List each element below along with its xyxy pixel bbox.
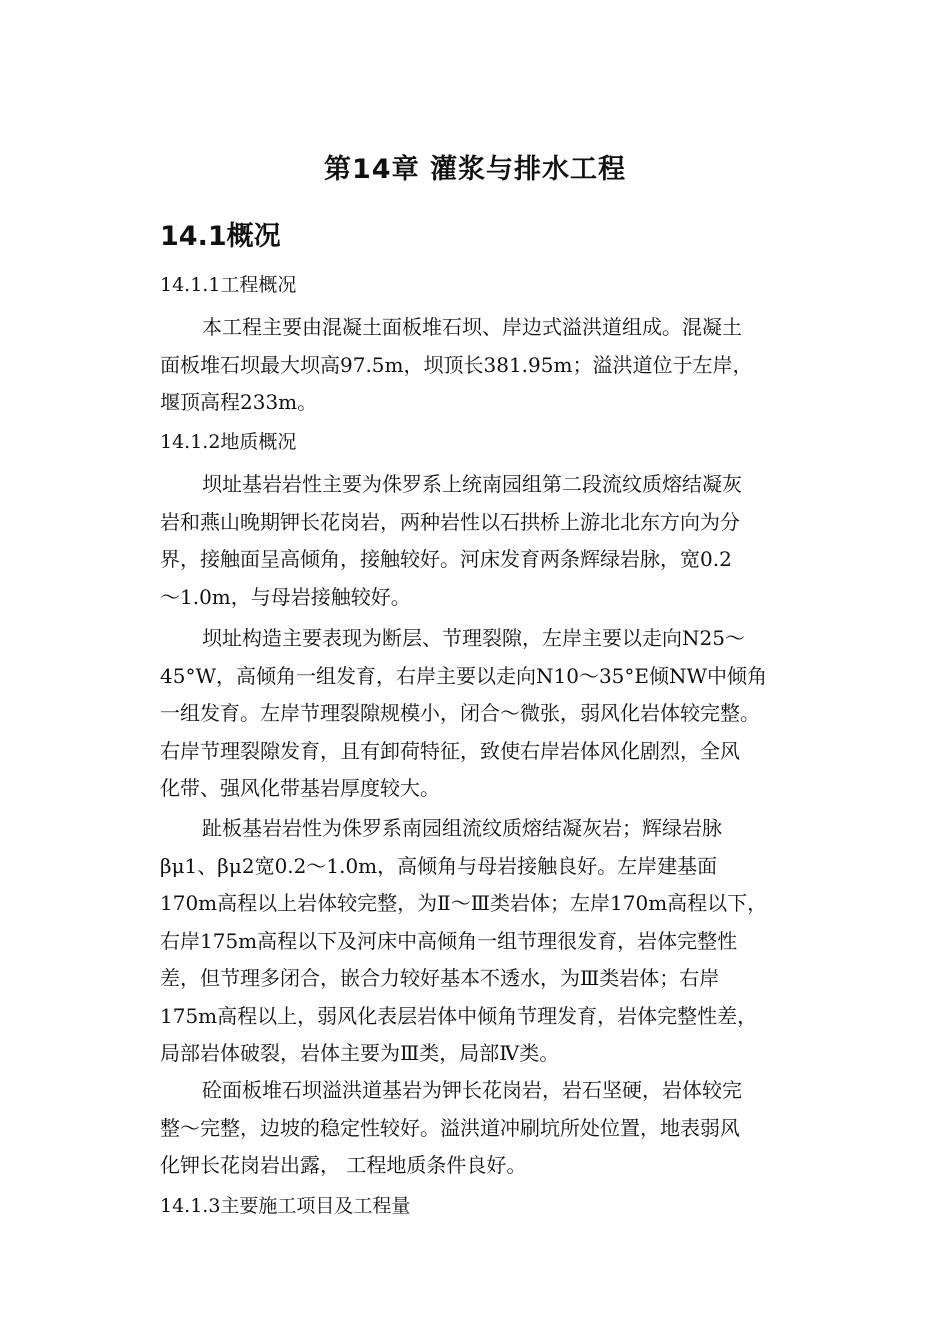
paragraph-line: 化钾长花岗岩出露， 工程地质条件良好。 (160, 1153, 527, 1177)
section-title: 14.1概况 (160, 221, 281, 252)
paragraph-geologic-structure (160, 620, 830, 808)
paragraph-line: 右岸175m高程以下及河床中高倾角一组节理很发育，岩体完整性 (160, 928, 738, 953)
paragraph-line: 175m高程以上，弱风化表层岩体中倾角节理发育，岩体完整性差， (160, 1003, 758, 1028)
paragraph-line: ～1.0m，与母岩接触较好。 (160, 584, 411, 609)
paragraph-line: 整～完整，边坡的稳定性较好。溢洪道冲刷坑所处位置，地表弱风 (160, 1115, 740, 1140)
paragraph-project-overview (160, 309, 830, 422)
paragraph-line: 右岸节理裂隙发育，且有卸荷特征，致使右岸岩体风化剧烈，全风 (160, 738, 740, 763)
paragraph-line: 化带、强风化带基岩厚度较大。 (160, 776, 440, 800)
paragraph-line: 砼面板堆石坝溢洪道基岩为钾长花岗岩，岩石坚硬，岩体较完 (202, 1078, 742, 1102)
paragraph-bedrock-lithology (160, 466, 830, 616)
chapter-title: 第14章 灌浆与排水工程 (324, 154, 626, 185)
paragraph-line: 界，接触面呈高倾角，接触较好。河床发育两条辉绿岩脉，宽0.2 (160, 547, 732, 571)
paragraph-line: 坝址构造主要表现为断层、节理裂隙，左岸主要以走向N25～ (202, 626, 745, 650)
paragraph-line: 岩和燕山晚期钾长花岗岩，两种岩性以石拱桥上游北北东方向为分 (160, 509, 740, 534)
subsection-heading-1: 14.1.1工程概况 (160, 274, 297, 296)
paragraph-line: 趾板基岩岩性为侏罗系南园组流纹质熔结凝灰岩；辉绿岩脉 (202, 816, 722, 840)
paragraph-line: 堰顶高程233m。 (160, 390, 318, 414)
paragraph-line: 坝址基岩岩性主要为侏罗系上统南园组第二段流纹质熔结凝灰 (202, 472, 742, 496)
paragraph-line: βμ1、βμ2宽0.2～1.0m，高倾角与母岩接触良好。左岸建基面 (160, 853, 718, 878)
paragraph-spillway-bedrock (160, 1072, 830, 1185)
paragraph-line: 差，但节理多闭合，嵌合力较好基本不透水，为Ⅲ类岩体；右岸 (160, 966, 720, 990)
subsection-heading-3: 14.1.3主要施工项目及工程量 (160, 1195, 411, 1217)
paragraph-line: 本工程主要由混凝土面板堆石坝、岸边式溢洪道组成。混凝土 (202, 315, 742, 339)
subsection-heading-2: 14.1.2地质概况 (160, 431, 297, 453)
paragraph-line: 一组发育。左岸节理裂隙规模小，闭合～微张，弱风化岩体较完整。 (160, 701, 760, 725)
paragraph-line: 45°W，高倾角一组发育，右岸主要以走向N10～35°E倾NW中倾角 (160, 663, 768, 688)
paragraph-line: 局部岩体破裂，岩体主要为Ⅲ类，局部Ⅳ类。 (160, 1041, 560, 1065)
paragraph-toe-slab-bedrock (160, 810, 830, 1073)
paragraph-line: 170m高程以上岩体较完整，为Ⅱ～Ⅲ类岩体；左岸170m高程以下， (160, 891, 768, 915)
paragraph-line: 面板堆石坝最大坝高97.5m，坝顶长381.95m；溢洪道位于左岸， (160, 352, 753, 377)
